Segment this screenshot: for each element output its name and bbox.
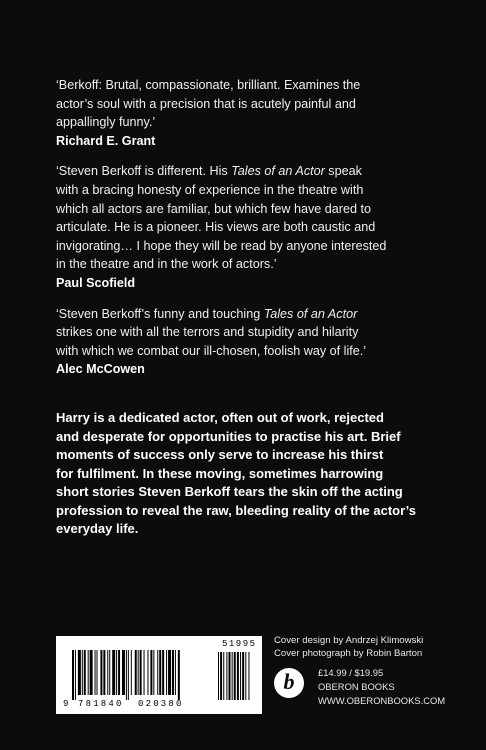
barcode-bar xyxy=(140,650,142,695)
publisher-block xyxy=(274,666,474,716)
barcode-bar xyxy=(107,650,108,695)
cover-credits xyxy=(274,634,464,660)
synopsis xyxy=(56,409,456,539)
barcode-bar xyxy=(223,652,224,700)
logo-letter: b xyxy=(283,669,295,694)
barcode-bar xyxy=(112,650,115,695)
barcode-bar xyxy=(166,650,167,695)
barcode-bar xyxy=(220,652,222,700)
barcode-bar xyxy=(118,650,120,695)
barcode-bar xyxy=(226,652,227,700)
barcode-bar xyxy=(128,650,129,700)
barcode-bar xyxy=(242,652,244,700)
quote-line: with which we combat our ill-chosen, foolish way of life.’ xyxy=(56,343,367,358)
barcode-bar xyxy=(109,650,110,695)
barcode-bar xyxy=(78,650,81,695)
barcode-bar xyxy=(144,650,145,695)
isbn-digits-left: 781840 xyxy=(78,699,124,709)
synopsis-line: profession to reveal the raw, bleeding reality of the actor’s xyxy=(56,502,417,518)
oberon-logo-icon xyxy=(274,668,304,698)
barcode-bar xyxy=(237,652,239,700)
barcode-bar xyxy=(88,650,89,695)
barcode-bar xyxy=(229,652,231,700)
synopsis-line: for fulfilment. In these moving, sometimes harrowing xyxy=(56,465,384,481)
barcode-bar xyxy=(175,650,176,695)
barcode-bar xyxy=(75,650,76,700)
barcode-bar xyxy=(157,650,158,695)
barcode-bar xyxy=(162,650,164,695)
barcode-bar xyxy=(116,650,117,695)
barcode-bar xyxy=(240,652,241,700)
barcode-bar xyxy=(245,652,246,700)
quote-line: ‘Berkoff: Brutal, compassionate, brilliant. Examines the xyxy=(56,78,361,92)
synopsis-line: everyday life. xyxy=(56,521,139,537)
isbn-barcode xyxy=(56,636,262,714)
barcode-bar xyxy=(95,650,96,695)
barcode-bar xyxy=(168,650,171,695)
synopsis-line: short stories Steven Berkoff tears the skin off the acting xyxy=(56,484,403,500)
barcode-bar xyxy=(131,650,132,695)
quote-2 xyxy=(56,162,456,292)
synopsis-line: Harry is a dedicated actor, often out of work, rejected xyxy=(56,409,384,425)
barcode-bar xyxy=(138,650,139,695)
barcode-bar xyxy=(147,650,148,695)
quote-1 xyxy=(56,76,456,150)
publisher-name: OBERON BOOKS xyxy=(318,681,395,692)
back-cover-text xyxy=(56,76,456,539)
barcode-bar xyxy=(248,652,249,700)
quote-line: which all actors are familiar, but which few have dared to xyxy=(56,201,371,216)
quote-line: articulate. He is a pioneer. His views are both caustic and xyxy=(56,220,376,235)
price-code: 51995 xyxy=(222,639,257,649)
synopsis-line: moments of success only serve to increase his thirst xyxy=(56,447,384,463)
isbn-first-digit: 9 xyxy=(63,699,69,709)
barcode-bar xyxy=(172,650,174,695)
quote-line: appallingly funny.’ xyxy=(56,115,156,130)
barcode-bar xyxy=(126,650,127,700)
synopsis-line: and desperate for opportunities to practise his art. Brief xyxy=(56,428,401,444)
barcode-bar xyxy=(100,650,102,695)
price: £14.99 / $19.95 xyxy=(318,667,384,678)
quote-author: Alec McCowen xyxy=(56,362,145,377)
quote-line: in the theatre and in the work of actors.’ xyxy=(56,257,277,272)
quote-author: Richard E. Grant xyxy=(56,133,156,148)
quote-line: invigorating… I hope they will be read by anyone interested xyxy=(56,238,387,253)
quote-author: Paul Scofield xyxy=(56,275,136,290)
barcode-bar xyxy=(159,650,161,695)
publisher-website: WWW.OBERONBOOKS.COM xyxy=(318,695,446,706)
barcode-bar xyxy=(150,650,152,695)
barcode-bar xyxy=(103,650,105,695)
barcode-bar xyxy=(72,650,74,700)
barcode-bar xyxy=(82,650,83,695)
quote-line: ‘Steven Berkoff’s funny and touching Tales of an Actor xyxy=(56,306,358,321)
barcode-bar xyxy=(153,650,154,695)
isbn-digits-right: 020380 xyxy=(138,699,184,709)
barcode-bar xyxy=(135,650,137,695)
barcode-bar xyxy=(84,650,86,695)
barcode-bar xyxy=(97,650,98,695)
barcode-bar xyxy=(90,650,93,695)
quote-line: actor’s soul with a precision that is acutely painful and xyxy=(56,96,356,111)
barcode-bar xyxy=(122,650,125,695)
barcode-bar xyxy=(232,652,233,700)
barcode-bar xyxy=(218,652,219,700)
quote-3 xyxy=(56,305,456,379)
quote-line: strikes one with all the terrors and stupidity and hilarity xyxy=(56,325,359,340)
photo-credit: Cover photograph by Robin Barton xyxy=(274,648,423,659)
barcode-bar xyxy=(234,652,236,700)
quote-line: ‘Steven Berkoff is different. His Tales of an Actor speak xyxy=(56,164,362,179)
design-credit: Cover design by Andrzej Klimowski xyxy=(274,635,424,646)
publisher-info xyxy=(318,666,445,708)
barcode-bar xyxy=(178,650,180,700)
quote-line: with a bracing honesty of experience in the theatre with xyxy=(56,182,364,197)
